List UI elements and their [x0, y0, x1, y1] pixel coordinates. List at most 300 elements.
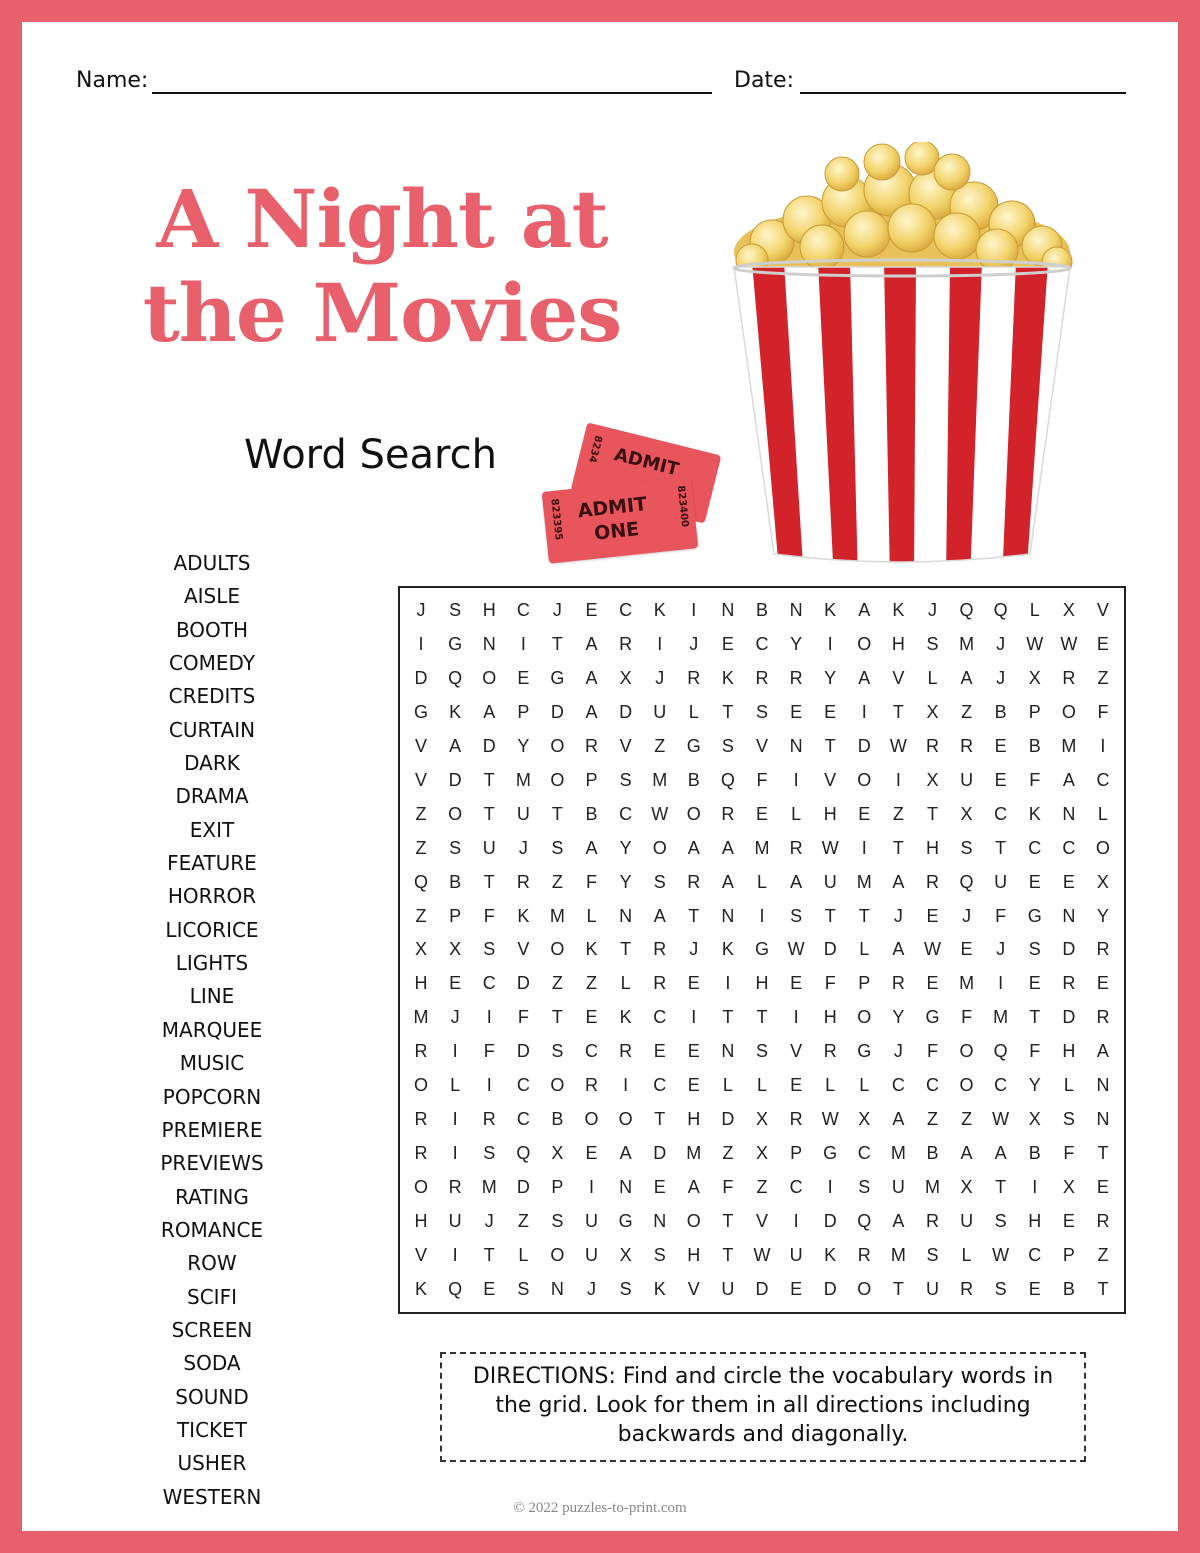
grid-letter[interactable]: R [653, 973, 667, 994]
grid-letter[interactable]: T [995, 837, 1007, 858]
grid-letter[interactable]: A [790, 871, 803, 892]
grid-letter[interactable]: R [925, 736, 939, 757]
grid-letter[interactable]: I [998, 973, 1004, 994]
grid-letter[interactable]: A [892, 939, 905, 960]
grid-letter[interactable]: R [619, 634, 633, 655]
grid-letter[interactable]: R [925, 1210, 939, 1231]
grid-letter[interactable]: K [619, 1007, 632, 1028]
grid-letter[interactable]: W [787, 939, 805, 960]
grid-letter[interactable]: O [686, 1210, 701, 1231]
grid-letter[interactable]: T [995, 1176, 1007, 1197]
grid-letter[interactable]: T [892, 1278, 904, 1299]
grid-letter[interactable]: I [691, 1007, 697, 1028]
grid-letter[interactable]: A [892, 1109, 905, 1130]
grid-letter[interactable]: U [891, 1176, 905, 1197]
grid-letter[interactable]: T [483, 871, 495, 892]
grid-letter[interactable]: J [450, 1007, 460, 1028]
grid-letter[interactable]: N [789, 736, 803, 757]
grid-letter[interactable]: C [1028, 1244, 1042, 1265]
grid-letter[interactable]: X [551, 1142, 564, 1163]
grid-letter[interactable]: P [585, 769, 598, 790]
grid-letter[interactable]: W [923, 939, 941, 960]
grid-letter[interactable]: Z [892, 803, 904, 824]
grid-letter[interactable]: R [414, 1142, 428, 1163]
grid-letter[interactable]: O [1061, 702, 1076, 723]
grid-letter[interactable]: E [653, 1041, 666, 1062]
grid-letter[interactable]: J [518, 837, 528, 858]
grid-letter[interactable]: Z [415, 837, 427, 858]
grid-letter[interactable]: R [585, 1075, 599, 1096]
grid-letter[interactable]: R [1096, 1007, 1110, 1028]
grid-letter[interactable]: I [589, 1176, 595, 1197]
grid-letter[interactable]: W [651, 803, 669, 824]
grid-letter[interactable]: X [1028, 1109, 1041, 1130]
grid-letter[interactable]: C [994, 1075, 1008, 1096]
grid-letter[interactable]: P [517, 702, 530, 723]
grid-letter[interactable]: G [414, 702, 429, 723]
grid-letter[interactable]: F [824, 973, 836, 994]
grid-letter[interactable]: P [858, 973, 871, 994]
grid-letter[interactable]: O [448, 803, 463, 824]
grid-letter[interactable]: E [926, 973, 939, 994]
grid-letter[interactable]: G [823, 1142, 838, 1163]
grid-letter[interactable]: L [586, 905, 597, 926]
grid-letter[interactable]: O [686, 803, 701, 824]
grid-letter[interactable]: V [415, 1244, 428, 1265]
grid-letter[interactable]: L [859, 1075, 870, 1096]
grid-letter[interactable]: D [823, 1210, 837, 1231]
grid-letter[interactable]: P [1028, 702, 1041, 723]
grid-letter[interactable]: A [960, 668, 973, 689]
grid-letter[interactable]: J [689, 634, 699, 655]
grid-letter[interactable]: K [585, 939, 598, 960]
grid-letter[interactable]: K [653, 600, 666, 621]
grid-letter[interactable]: U [789, 1244, 803, 1265]
grid-letter[interactable]: T [551, 1007, 563, 1028]
grid-letter[interactable]: Q [414, 871, 429, 892]
grid-letter[interactable]: T [824, 736, 836, 757]
grid-letter[interactable]: S [449, 600, 462, 621]
grid-letter[interactable]: S [483, 1142, 496, 1163]
grid-letter[interactable]: E [790, 1278, 803, 1299]
grid-letter[interactable]: W [821, 1109, 839, 1130]
grid-letter[interactable]: L [688, 702, 699, 723]
grid-letter[interactable]: R [1096, 939, 1110, 960]
grid-letter[interactable]: C [619, 600, 633, 621]
grid-letter[interactable]: D [619, 702, 633, 723]
grid-letter[interactable]: N [1096, 1109, 1110, 1130]
grid-letter[interactable]: F [756, 769, 768, 790]
grid-letter[interactable]: I [793, 1007, 799, 1028]
grid-letter[interactable]: V [790, 1041, 803, 1062]
grid-letter[interactable]: U [448, 1210, 462, 1231]
grid-letter[interactable]: F [995, 905, 1007, 926]
grid-letter[interactable]: N [721, 1041, 735, 1062]
grid-letter[interactable]: T [620, 939, 632, 960]
grid-letter[interactable]: D [448, 769, 462, 790]
grid-letter[interactable]: Z [551, 973, 563, 994]
grid-letter[interactable]: X [619, 1244, 632, 1265]
grid-letter[interactable]: J [655, 668, 665, 689]
grid-letter[interactable]: A [1062, 769, 1075, 790]
grid-letter[interactable]: M [549, 905, 565, 926]
grid-letter[interactable]: S [1062, 1109, 1075, 1130]
grid-letter[interactable]: E [960, 939, 973, 960]
name-field[interactable] [152, 92, 712, 94]
grid-letter[interactable]: L [1097, 803, 1108, 824]
grid-letter[interactable]: D [755, 1278, 769, 1299]
grid-letter[interactable]: J [689, 939, 699, 960]
grid-letter[interactable]: N [721, 905, 735, 926]
grid-letter[interactable]: I [827, 1176, 833, 1197]
grid-letter[interactable]: S [653, 1244, 666, 1265]
grid-letter[interactable]: B [1028, 736, 1041, 757]
grid-letter[interactable]: X [1062, 1176, 1075, 1197]
grid-letter[interactable]: E [483, 1278, 496, 1299]
grid-letter[interactable]: B [551, 1109, 564, 1130]
grid-letter[interactable]: T [551, 803, 563, 824]
grid-letter[interactable]: T [722, 1210, 734, 1231]
grid-letter[interactable]: D [516, 1176, 530, 1197]
grid-letter[interactable]: J [996, 634, 1006, 655]
grid-letter[interactable]: E [1096, 973, 1109, 994]
grid-letter[interactable]: A [858, 600, 871, 621]
grid-letter[interactable]: M [652, 769, 668, 790]
grid-letter[interactable]: I [657, 634, 663, 655]
grid-letter[interactable]: S [551, 837, 564, 858]
grid-letter[interactable]: A [449, 736, 462, 757]
grid-letter[interactable]: O [857, 634, 872, 655]
grid-letter[interactable]: O [482, 668, 497, 689]
grid-letter[interactable]: E [687, 1041, 700, 1062]
grid-letter[interactable]: A [585, 837, 598, 858]
grid-letter[interactable]: V [755, 736, 768, 757]
grid-letter[interactable]: Z [1097, 668, 1109, 689]
grid-letter[interactable]: E [926, 905, 939, 926]
grid-letter[interactable]: I [759, 905, 765, 926]
grid-letter[interactable]: F [1029, 1041, 1041, 1062]
grid-letter[interactable]: C [789, 1176, 803, 1197]
grid-letter[interactable]: W [992, 1109, 1010, 1130]
grid-letter[interactable]: Q [993, 600, 1008, 621]
grid-letter[interactable]: O [414, 1176, 429, 1197]
grid-letter[interactable]: F [1063, 1142, 1075, 1163]
grid-letter[interactable]: Z [961, 702, 973, 723]
grid-letter[interactable]: H [414, 973, 428, 994]
grid-letter[interactable]: B [994, 702, 1007, 723]
grid-letter[interactable]: Y [619, 837, 632, 858]
grid-letter[interactable]: T [824, 905, 836, 926]
grid-letter[interactable]: L [927, 668, 938, 689]
grid-letter[interactable]: H [482, 600, 496, 621]
grid-letter[interactable]: X [619, 668, 632, 689]
grid-letter[interactable]: K [721, 939, 734, 960]
grid-letter[interactable]: K [721, 668, 734, 689]
grid-letter[interactable]: A [858, 668, 871, 689]
grid-letter[interactable]: I [827, 634, 833, 655]
grid-letter[interactable]: V [755, 1210, 768, 1231]
grid-letter[interactable]: E [585, 600, 598, 621]
grid-letter[interactable]: E [585, 1007, 598, 1028]
grid-letter[interactable]: P [790, 1142, 803, 1163]
grid-letter[interactable]: S [653, 871, 666, 892]
grid-letter[interactable]: G [618, 1210, 633, 1231]
grid-letter[interactable]: I [1032, 1176, 1038, 1197]
grid-letter[interactable]: L [1063, 1075, 1074, 1096]
grid-letter[interactable]: U [960, 1210, 974, 1231]
grid-letter[interactable]: W [753, 1244, 771, 1265]
grid-letter[interactable]: R [755, 668, 769, 689]
grid-letter[interactable]: C [1096, 769, 1110, 790]
grid-letter[interactable]: G [1027, 905, 1042, 926]
grid-letter[interactable]: E [790, 702, 803, 723]
grid-letter[interactable]: I [725, 973, 731, 994]
grid-letter[interactable]: U [482, 837, 496, 858]
grid-letter[interactable]: M [890, 1244, 906, 1265]
grid-letter[interactable]: O [550, 1075, 565, 1096]
grid-letter[interactable]: I [861, 837, 867, 858]
grid-letter[interactable]: T [756, 1007, 768, 1028]
grid-letter[interactable]: J [996, 668, 1006, 689]
grid-letter[interactable]: E [1028, 973, 1041, 994]
grid-letter[interactable]: J [416, 600, 426, 621]
grid-letter[interactable]: D [857, 736, 871, 757]
grid-letter[interactable]: R [653, 939, 667, 960]
grid-letter[interactable]: L [620, 973, 631, 994]
grid-letter[interactable]: W [889, 736, 907, 757]
grid-letter[interactable]: A [585, 702, 598, 723]
grid-letter[interactable]: I [691, 600, 697, 621]
grid-letter[interactable]: K [824, 600, 837, 621]
grid-letter[interactable]: N [1062, 803, 1076, 824]
grid-letter[interactable]: I [793, 769, 799, 790]
grid-letter[interactable]: O [652, 837, 667, 858]
grid-letter[interactable]: L [825, 1075, 836, 1096]
grid-letter[interactable]: Z [654, 736, 666, 757]
grid-letter[interactable]: C [755, 634, 769, 655]
grid-letter[interactable]: U [516, 803, 530, 824]
grid-letter[interactable]: A [585, 634, 598, 655]
grid-letter[interactable]: T [483, 1244, 495, 1265]
grid-letter[interactable]: Z [756, 1176, 768, 1197]
grid-letter[interactable]: M [1061, 736, 1077, 757]
grid-letter[interactable]: E [449, 973, 462, 994]
grid-letter[interactable]: N [619, 1176, 633, 1197]
grid-letter[interactable]: S [790, 905, 803, 926]
grid-letter[interactable]: V [415, 769, 428, 790]
grid-letter[interactable]: F [1029, 769, 1041, 790]
grid-letter[interactable]: D [516, 973, 530, 994]
grid-letter[interactable]: F [517, 1007, 529, 1028]
grid-letter[interactable]: X [1096, 871, 1109, 892]
grid-letter[interactable]: J [484, 1210, 494, 1231]
grid-letter[interactable]: H [823, 803, 837, 824]
grid-letter[interactable]: X [449, 939, 462, 960]
grid-letter[interactable]: T [688, 905, 700, 926]
grid-letter[interactable]: Y [1028, 1075, 1041, 1096]
grid-letter[interactable]: V [687, 1278, 700, 1299]
grid-letter[interactable]: E [517, 668, 530, 689]
grid-letter[interactable]: N [653, 1210, 667, 1231]
grid-letter[interactable]: C [516, 1075, 530, 1096]
grid-letter[interactable]: Q [516, 1142, 531, 1163]
grid-letter[interactable]: A [1096, 1041, 1109, 1062]
grid-letter[interactable]: N [1062, 905, 1076, 926]
grid-letter[interactable]: R [789, 837, 803, 858]
grid-letter[interactable]: C [653, 1007, 667, 1028]
grid-letter[interactable]: J [996, 939, 1006, 960]
grid-letter[interactable]: C [516, 600, 530, 621]
grid-letter[interactable]: A [619, 1142, 632, 1163]
grid-letter[interactable]: K [415, 1278, 428, 1299]
grid-letter[interactable]: R [789, 1109, 803, 1130]
grid-letter[interactable]: L [756, 1075, 767, 1096]
grid-letter[interactable]: O [857, 769, 872, 790]
grid-letter[interactable]: U [823, 871, 837, 892]
grid-letter[interactable]: Y [517, 736, 530, 757]
grid-letter[interactable]: O [959, 1041, 974, 1062]
grid-letter[interactable]: R [891, 973, 905, 994]
grid-letter[interactable]: E [1096, 634, 1109, 655]
grid-letter[interactable]: E [687, 973, 700, 994]
grid-letter[interactable]: S [994, 1278, 1007, 1299]
grid-letter[interactable]: R [857, 1244, 871, 1265]
grid-letter[interactable]: M [993, 1007, 1009, 1028]
grid-letter[interactable]: R [1062, 668, 1076, 689]
grid-letter[interactable]: A [687, 1176, 700, 1197]
grid-letter[interactable]: C [857, 1142, 871, 1163]
grid-letter[interactable]: L [518, 1244, 529, 1265]
grid-letter[interactable]: B [449, 871, 462, 892]
grid-letter[interactable]: I [452, 1109, 458, 1130]
grid-letter[interactable]: R [823, 1041, 837, 1062]
grid-letter[interactable]: C [619, 803, 633, 824]
grid-letter[interactable]: F [926, 1041, 938, 1062]
grid-letter[interactable]: F [722, 1176, 734, 1197]
grid-letter[interactable]: R [585, 736, 599, 757]
grid-letter[interactable]: L [722, 1075, 733, 1096]
grid-letter[interactable]: Z [551, 871, 563, 892]
grid-letter[interactable]: C [925, 1075, 939, 1096]
grid-letter[interactable]: Q [720, 769, 735, 790]
grid-letter[interactable]: F [483, 905, 495, 926]
grid-letter[interactable]: E [1062, 871, 1075, 892]
grid-letter[interactable]: K [517, 905, 530, 926]
grid-letter[interactable]: H [1062, 1041, 1076, 1062]
grid-letter[interactable]: M [924, 1176, 940, 1197]
grid-letter[interactable]: A [892, 1210, 905, 1231]
grid-letter[interactable]: Q [448, 1278, 463, 1299]
grid-letter[interactable]: C [1028, 837, 1042, 858]
grid-letter[interactable]: B [926, 1142, 939, 1163]
grid-letter[interactable]: Z [517, 1210, 529, 1231]
grid-letter[interactable]: X [1028, 668, 1041, 689]
grid-letter[interactable]: I [520, 634, 526, 655]
grid-letter[interactable]: T [1029, 1007, 1041, 1028]
grid-letter[interactable]: S [483, 939, 496, 960]
grid-letter[interactable]: K [653, 1278, 666, 1299]
grid-letter[interactable]: R [721, 803, 735, 824]
grid-letter[interactable]: K [1028, 803, 1041, 824]
grid-letter[interactable]: O [618, 1109, 633, 1130]
grid-letter[interactable]: Y [1096, 905, 1109, 926]
grid-letter[interactable]: N [721, 600, 735, 621]
grid-letter[interactable]: K [449, 702, 462, 723]
grid-letter[interactable]: F [961, 1007, 973, 1028]
grid-letter[interactable]: X [755, 1142, 768, 1163]
grid-letter[interactable]: S [755, 702, 768, 723]
grid-letter[interactable]: O [959, 1075, 974, 1096]
grid-letter[interactable]: H [891, 634, 905, 655]
grid-letter[interactable]: E [858, 803, 871, 824]
grid-letter[interactable]: S [994, 1210, 1007, 1231]
grid-letter[interactable]: V [1096, 600, 1109, 621]
grid-letter[interactable]: L [756, 871, 767, 892]
grid-letter[interactable]: S [755, 1041, 768, 1062]
grid-letter[interactable]: A [687, 837, 700, 858]
grid-letter[interactable]: T [892, 837, 904, 858]
grid-letter[interactable]: Q [857, 1210, 872, 1231]
grid-letter[interactable]: K [892, 600, 905, 621]
grid-letter[interactable]: L [859, 939, 870, 960]
grid-letter[interactable]: O [584, 1109, 599, 1130]
grid-letter[interactable]: E [824, 702, 837, 723]
grid-letter[interactable]: L [450, 1075, 461, 1096]
grid-letter[interactable]: X [415, 939, 428, 960]
grid-letter[interactable]: O [550, 1244, 565, 1265]
grid-letter[interactable]: X [1062, 600, 1075, 621]
date-field[interactable] [800, 92, 1126, 94]
grid-letter[interactable]: D [1062, 1007, 1076, 1028]
grid-letter[interactable]: M [686, 1142, 702, 1163]
grid-letter[interactable]: H [687, 1109, 701, 1130]
grid-letter[interactable]: D [823, 939, 837, 960]
grid-letter[interactable]: P [551, 1176, 564, 1197]
grid-letter[interactable]: C [994, 803, 1008, 824]
grid-letter[interactable]: V [824, 769, 837, 790]
grid-letter[interactable]: D [516, 1041, 530, 1062]
grid-letter[interactable]: G [550, 668, 565, 689]
grid-letter[interactable]: R [687, 871, 701, 892]
grid-letter[interactable]: D [721, 1109, 735, 1130]
grid-letter[interactable]: Q [959, 871, 974, 892]
grid-letter[interactable]: C [516, 1109, 530, 1130]
grid-letter[interactable]: N [1096, 1075, 1110, 1096]
grid-letter[interactable]: N [619, 905, 633, 926]
grid-letter[interactable]: O [550, 736, 565, 757]
grid-letter[interactable]: I [1100, 736, 1106, 757]
grid-letter[interactable]: N [789, 600, 803, 621]
grid-letter[interactable]: U [585, 1210, 599, 1231]
grid-letter[interactable]: H [1028, 1210, 1042, 1231]
grid-letter[interactable]: R [925, 871, 939, 892]
grid-letter[interactable]: U [994, 871, 1008, 892]
grid-letter[interactable]: O [414, 1075, 429, 1096]
grid-letter[interactable]: E [790, 1075, 803, 1096]
grid-letter[interactable]: S [619, 769, 632, 790]
grid-letter[interactable]: R [619, 1041, 633, 1062]
grid-letter[interactable]: L [1029, 600, 1040, 621]
grid-letter[interactable]: G [754, 939, 769, 960]
grid-letter[interactable]: M [856, 871, 872, 892]
grid-letter[interactable]: M [413, 1007, 429, 1028]
grid-letter[interactable]: E [790, 973, 803, 994]
grid-letter[interactable]: J [893, 1041, 903, 1062]
grid-letter[interactable]: I [486, 1007, 492, 1028]
grid-letter[interactable]: T [858, 905, 870, 926]
grid-letter[interactable]: E [1028, 871, 1041, 892]
grid-letter[interactable]: T [926, 803, 938, 824]
